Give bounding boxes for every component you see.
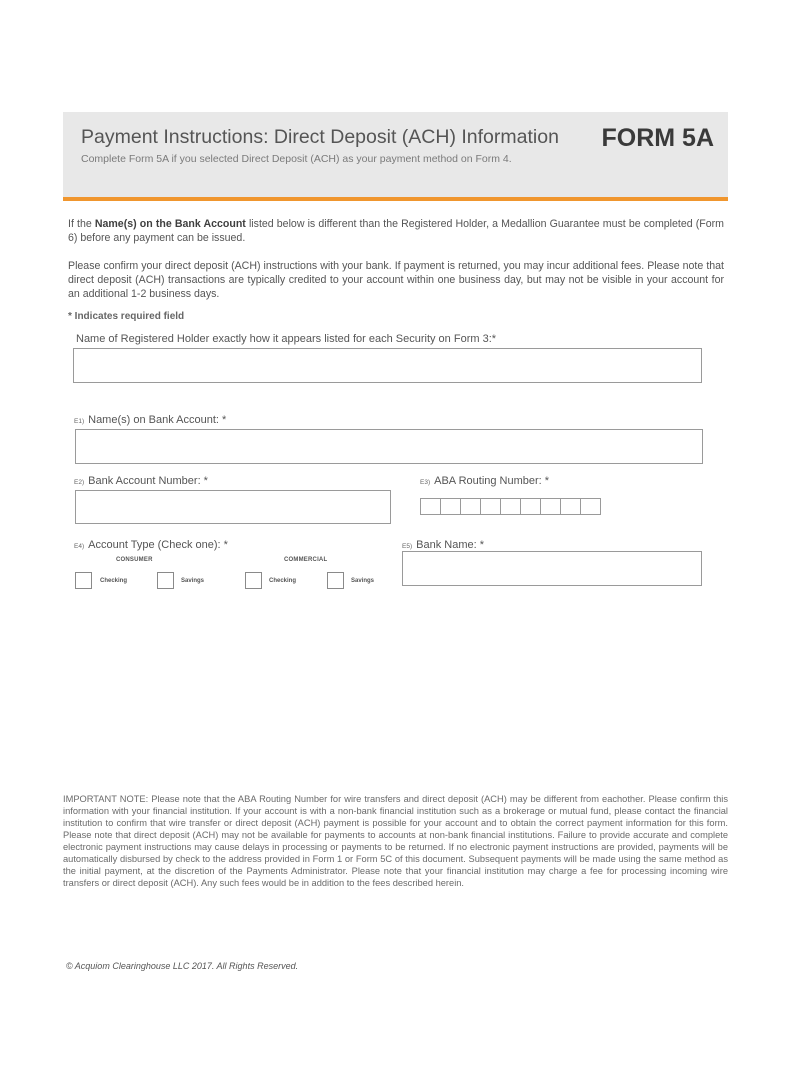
consumer-group-label: CONSUMER xyxy=(116,557,153,563)
routing-digit-8[interactable] xyxy=(560,498,581,515)
e2-number: E2) xyxy=(74,479,85,486)
routing-digit-1[interactable] xyxy=(420,498,441,515)
registered-holder-input[interactable] xyxy=(73,348,702,383)
commercial-checking-label: Checking xyxy=(269,578,297,584)
e4-label-text: Account Type (Check one): * xyxy=(88,539,228,551)
bank-name-input[interactable] xyxy=(402,551,702,586)
consumer-checking-label: Checking xyxy=(100,578,128,584)
page-subtitle: Complete Form 5A if you selected Direct Deposit (ACH) as your payment method on Form 4. xyxy=(81,153,512,165)
routing-digit-4[interactable] xyxy=(480,498,501,515)
page-title: Payment Instructions: Direct Deposit (ACH) Information xyxy=(81,126,559,148)
important-note: IMPORTANT NOTE: Please note that the ABA Routing Number for wire transfers and direct deposit (ACH) may be different from eachother. Please confirm this information with your financial institution. If your account is with a non-bank financial institution such as a brokerage or mutual fund, please contact the financial institution to confirm that wire transfer or direct deposit (ACH) payment is possible for your account and to obtain the correct payment information for this form. Please note that direct deposit (ACH) may not be available for payments to accounts at non-bank financial institutions. Failure to provide accurate and complete electronic payment instructions may cause delays in processing or payments to be returned. If no electronic payment instructions are provided, payments will be automatically disbursed by check to the address provided in Form 1 or Form 5C of this document. Subsequent payments will be made using the same method as the initial payment, at the discretion of the Payments Administrator. Please note that your financial institution may charge a fee for processing incoming wire transfers or direct deposit (ACH). Any such fees would be in addition to the fees described herein. xyxy=(63,794,728,888)
form-number: FORM 5A xyxy=(601,124,714,152)
medallion-guarantee-paragraph xyxy=(68,217,724,245)
routing-digit-9[interactable] xyxy=(580,498,601,515)
consumer-checking-checkbox[interactable] xyxy=(75,572,92,589)
e5-label-text: Bank Name: * xyxy=(416,539,484,551)
e5-number: E5) xyxy=(402,543,413,550)
routing-digit-6[interactable] xyxy=(520,498,541,515)
aba-routing-number-label xyxy=(420,475,549,487)
commercial-checking-checkbox[interactable] xyxy=(245,572,262,589)
routing-digit-5[interactable] xyxy=(500,498,521,515)
e3-number: E3) xyxy=(420,479,431,486)
consumer-savings-checkbox[interactable] xyxy=(157,572,174,589)
routing-digit-2[interactable] xyxy=(440,498,461,515)
required-field-note: * Indicates required field xyxy=(68,311,185,322)
e4-number: E4) xyxy=(74,543,85,550)
bank-account-name-input[interactable] xyxy=(75,429,703,464)
aba-routing-number-input[interactable] xyxy=(420,498,600,515)
form-header xyxy=(63,112,728,201)
bank-account-name-label xyxy=(74,414,226,426)
e2-label-text: Bank Account Number: * xyxy=(88,475,208,487)
copyright: © Acquiom Clearinghouse LLC 2017. All Rights Reserved. xyxy=(66,961,299,971)
e1-label-text: Name(s) on Bank Account: * xyxy=(88,414,227,426)
bank-account-number-label xyxy=(74,475,208,487)
commercial-savings-label: Savings xyxy=(351,578,375,584)
e1-number: E1) xyxy=(74,418,85,425)
para1-prefix: If the xyxy=(68,218,95,230)
e3-label-text: ABA Routing Number: * xyxy=(434,475,550,487)
commercial-savings-checkbox[interactable] xyxy=(327,572,344,589)
bank-account-number-input[interactable] xyxy=(75,490,391,524)
bank-name-label xyxy=(402,539,484,551)
commercial-group-label: COMMERCIAL xyxy=(284,557,328,563)
routing-digit-3[interactable] xyxy=(460,498,481,515)
account-type-label xyxy=(74,539,228,551)
para1-bold: Name(s) on the Bank Account xyxy=(94,218,246,230)
routing-digit-7[interactable] xyxy=(540,498,561,515)
registered-holder-label: Name of Registered Holder exactly how it appears listed for each Security on Form 3:* xyxy=(76,333,497,345)
para1-suffix: listed below is different than the Registered Holder, a Medallion Guarantee must be completed (Form 6) before any payment can be issued. xyxy=(68,218,724,244)
consumer-savings-label: Savings xyxy=(181,578,205,584)
ach-confirm-paragraph: Please confirm your direct deposit (ACH) instructions with your bank. If payment is returned, you may incur additional fees. Please note that direct deposit (ACH) transactions are typically credited to your account within one business day, but may not be visible in your account for an additional 1-2 business days. xyxy=(68,260,724,300)
